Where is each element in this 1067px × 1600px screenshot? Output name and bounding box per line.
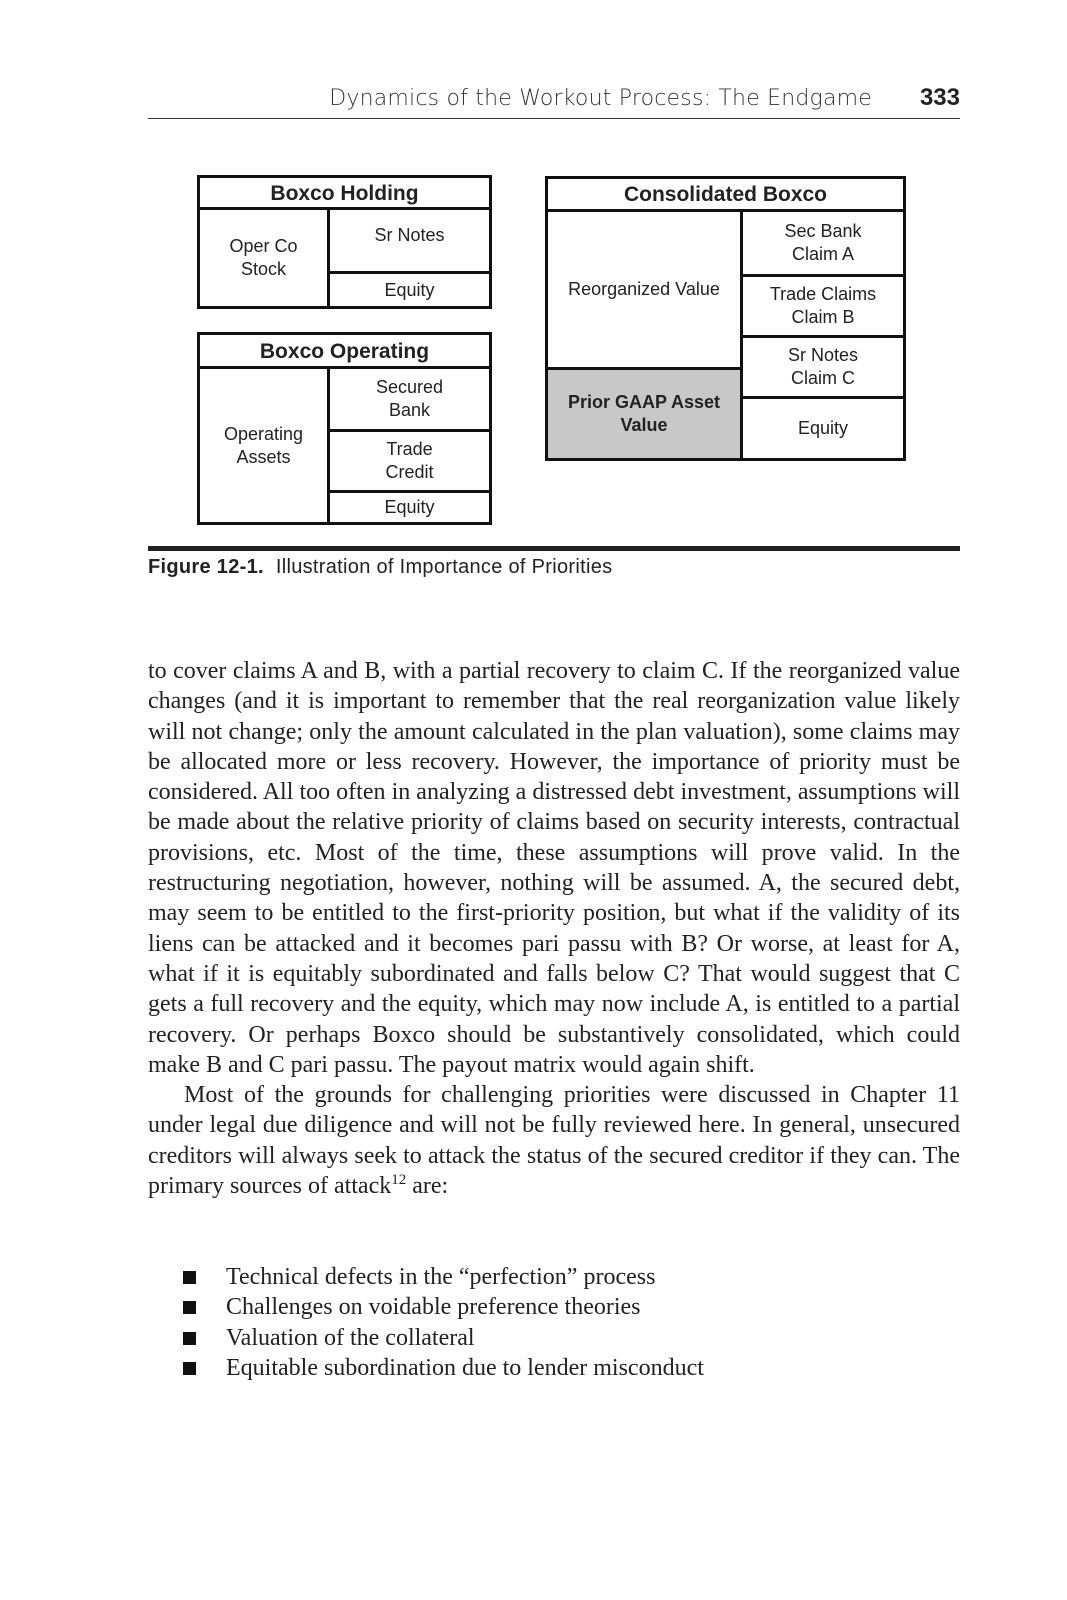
list-item (180, 1353, 940, 1383)
holding-equity-cell: Equity (384, 279, 435, 300)
bullet-square-icon (183, 1271, 196, 1284)
trade-credit-cell: Trade Credit (385, 439, 434, 482)
running-title: Dynamics of the Workout Process: The Endgame (329, 86, 872, 111)
prior-gaap-asset-value-cell: Prior GAAP Asset Value (548, 370, 740, 458)
figure-caption-text: Illustration of Importance of Priorities (275, 556, 613, 578)
boxco-operating-box (197, 332, 492, 525)
consolidated-boxco-box (545, 176, 906, 461)
paragraph-2-text: Most of the grounds for challenging priorities were discussed in Chapter 11 under legal due diligence and will not be fully reviewed here. In general, unsecured creditors will always seek to attack the status of the secured creditor if they can. The primary sources of attack (148, 1082, 960, 1200)
figure-rule (148, 546, 960, 551)
operating-equity-cell: Equity (384, 497, 435, 517)
boxco-holding-title: Boxco Holding (270, 181, 419, 205)
bullet-list (180, 1262, 940, 1383)
operating-assets-cell: Operating Assets (223, 423, 304, 467)
list-item (180, 1323, 940, 1353)
page-number: 333 (919, 84, 960, 111)
boxco-holding-box (197, 175, 492, 309)
list-item-text: Technical defects in the “perfection” process (226, 1264, 656, 1290)
list-item-text: Equitable subordination due to lender misconduct (226, 1354, 704, 1381)
sec-bank-claim-a-cell: Sec Bank Claim A (784, 221, 862, 264)
reorganized-value-cell: Reorganized Value (568, 279, 720, 299)
list-item (180, 1292, 940, 1322)
consolidated-equity-cell: Equity (797, 418, 849, 438)
bullet-square-icon (183, 1362, 196, 1375)
paragraph-2 (148, 1080, 960, 1201)
body-text (148, 656, 960, 1201)
paragraph-2-end: are: (406, 1173, 449, 1200)
secured-bank-cell: Secured Bank (375, 377, 444, 420)
figure-caption (148, 556, 612, 579)
figure-caption-label: Figure 12-1. (148, 556, 264, 578)
sr-notes-cell: Sr Notes (374, 225, 445, 245)
paragraph-1: to cover claims A and B, with a partial recovery to claim C. If the reorganized value changes (and it is important to remember that the real reorganization value likely will not change; only the amount calculated in the plan valuation), some claims may be allocated more or less recovery. However, the importance of priority must be considered. All too often in analyzing a distressed debt investment, assumptions will be made about the relative priority of claims based on security interests, contractual provisions, etc. Most of the time, these assumptions will prove valid. In the restructuring negotiation, however, nothing will be assumed. A, the secured debt, may seem to be entitled to the first-priority position, but what if the validity of its liens can be attacked and it becomes pari passu with B? Or worse, at least for A, what if it is equitably subordinated and falls below C? That would suggest that C gets a full recovery and the equity, which may now include A, is entitled to a partial recovery. Or perhaps Boxco should be substantively consolidated, which could make B and C pari passu. The payout matrix would again shift. (148, 658, 960, 1078)
consolidated-boxco-title: Consolidated Boxco (623, 183, 828, 206)
footnote-marker: 12 (391, 1172, 407, 1189)
sr-notes-claim-c-cell: Sr Notes Claim C (787, 345, 859, 388)
list-item-text: Challenges on voidable preference theories (226, 1294, 641, 1321)
bullet-square-icon (183, 1301, 196, 1314)
list-item (180, 1262, 940, 1292)
trade-claims-claim-b-cell: Trade Claims Claim B (769, 284, 877, 327)
list-item-text: Valuation of the collateral (226, 1324, 475, 1351)
running-header (148, 84, 960, 119)
boxco-operating-title: Boxco Operating (259, 339, 430, 363)
oper-co-stock-cell: Oper Co Stock (229, 236, 298, 279)
bullet-square-icon (183, 1332, 196, 1345)
